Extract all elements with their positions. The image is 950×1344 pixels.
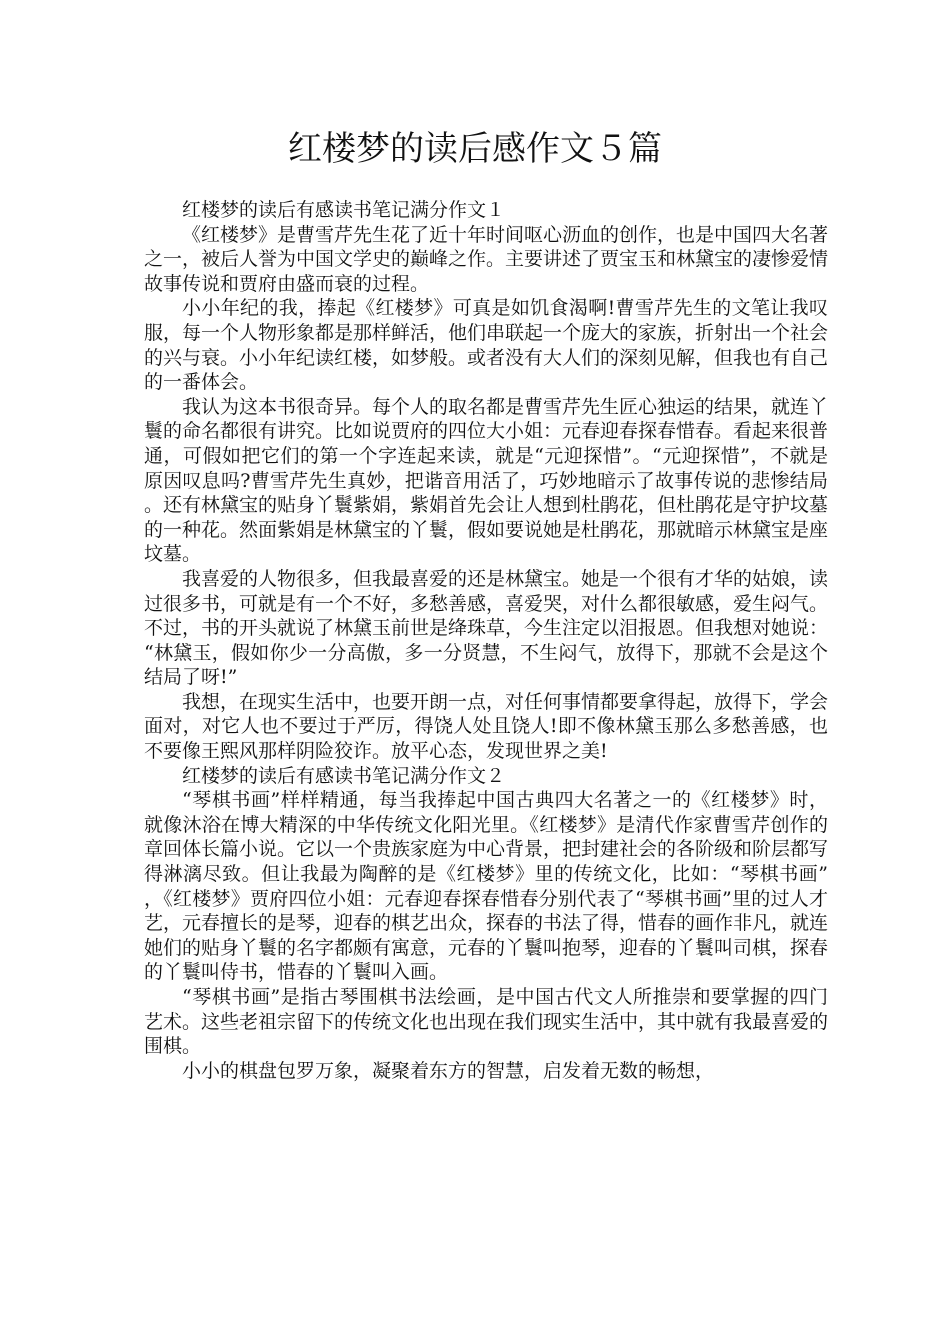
paragraph: 我喜爱的人物很多，但我最喜爱的还是林黛宝。她是一个很有才华的姑娘，读过很多书，可就是有一个不好，多愁善感，喜爱哭，对什么都很敏感，爱生闷气。不过，书的开头就说了林黛玉前世是绛珠草，今生注定以泪报恩。但我想对她说：“林黛玉，假如你少一分高傲，多一分贤慧，不生闷气，放得下，那就不会是这个结局了呀!” [144,567,829,689]
document-title: 红楼梦的读后感作文５篇 [288,129,662,169]
paragraph: 我认为这本书很奇异。每个人的取名都是曹雪芹先生匠心独运的结果，就连丫鬟的命名都很有讲究。比如说贾府的四位大小姐：元春迎春探春惜春。看起来很普通，可假如把它们的第一个字连起来读，就是“元迎探惜”。“元迎探惜”，不就是原因叹息吗?曹雪芹先生真妙，把谐音用活了，巧妙地暗示了故事传说的悲惨结局。还有林黛宝的贴身丫鬟紫娟，紫娟首先会让人想到杜鹃花，但杜鹃花是守护坟墓的一种花。然面紫娟是林黛宝的丫鬟，假如要说她是杜鹃花，那就暗示林黛宝是座坟墓。 [144,395,829,566]
paragraph: 小小年纪的我，捧起《红楼梦》可真是如饥食渴啊!曹雪芹先生的文笔让我叹服，每一个人物形象都是那样鲜活，他们串联起一个庞大的家族，折射出一个社会的兴与衰。小小年纪读红楼，如梦般。或者没有大人们的深刻见解，但我也有自己的一番体会。 [144,297,829,394]
paragraph: 《红楼梦》是曹雪芹先生花了近十年时间呕心沥血的创作，也是中国四大名著之一，被后人誉为中国文学史的巅峰之作。主要讲述了贾宝玉和林黛宝的凄惨爱情故事传说和贾府由盛而衰的过程。 [144,223,829,295]
essay-heading-2: 红楼梦的读后有感读书笔记满分作文２ [182,764,506,787]
essay-heading-1: 红楼梦的读后有感读书笔记满分作文１ [182,199,506,221]
paragraph: 我想，在现实生活中，也要开朗一点，对任何事情都要拿得起，放得下，学会面对，对它人也不要过于严厉，得饶人处且饶人!即不像林黛玉那么多愁善感，也不要像王熙风那样阴险狡诈。放平心态，发现世界之美! [144,690,829,763]
document-body [144,198,828,1083]
paragraph: “琴棋书画”是指古琴围棋书法绘画，是中国古代文人所推崇和要掌握的四门艺术。这些老祖宗留下的传统文化也出现在我们现实生活中，其中就有我最喜爱的围棋。 [144,986,829,1058]
paragraph: “琴棋书画”样样精通，每当我捧起中国古典四大名著之一的《红楼梦》时，就像沐浴在博大精深的中华传统文化阳光里。《红楼梦》是清代作家曹雪芹创作的章回体长篇小说。它以一个贵族家庭为中心背景，把封建社会的各阶级和阶层都写得淋漓尽致。但让我最为陶醉的是《红楼梦》里的传统文化，比如：“琴棋书画”，《红楼梦》贾府四位小姐：元春迎春探春惜春分别代表了“琴棋书画”里的过人才艺，元春擅长的是琴，迎春的棋艺出众，探春的书法了得，惜春的画作非凡，就连她们的贴身丫鬟的名字都颇有寓意，元春的丫鬟叫抱琴，迎春的丫鬟叫司棋，探春的丫鬟叫侍书，惜春的丫鬟叫入画。 [144,789,829,984]
paragraph: 小小的棋盘包罗万象，凝聚着东方的智慧，启发着无数的畅想， [182,1059,715,1082]
